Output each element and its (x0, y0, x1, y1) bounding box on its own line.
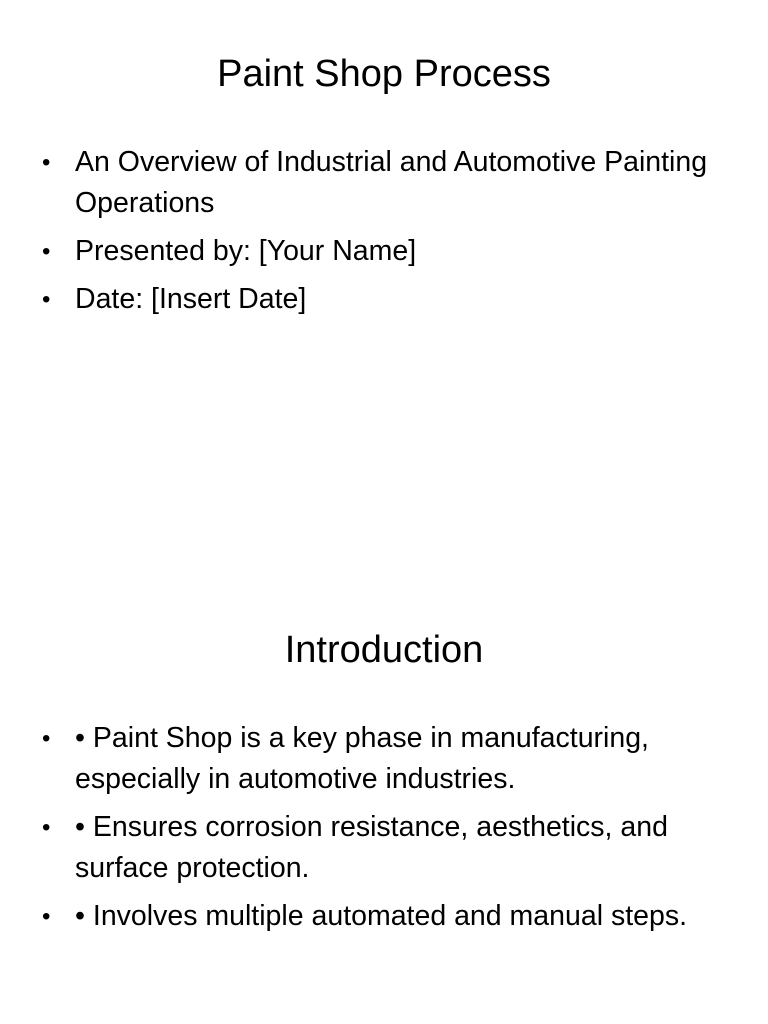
slide-title: Paint Shop Process (217, 53, 551, 95)
bullet-dot-icon: • (42, 286, 51, 313)
bullet-item (40, 142, 730, 224)
bullet-dot-icon: • (42, 149, 51, 176)
bullet-text: Date: [Insert Date] (75, 283, 307, 315)
bullet-item (40, 279, 730, 320)
bullet-item (40, 231, 730, 272)
bullet-dot-icon: • (42, 725, 51, 752)
bullet-text: An Overview of Industrial and Automotive Painting Operations (75, 146, 708, 219)
bullet-item (40, 718, 730, 800)
bullet-item (40, 896, 730, 937)
slide-title: Introduction (284, 629, 484, 671)
bullet-list (40, 718, 730, 944)
slide-introduction (0, 576, 768, 1024)
bullet-dot-icon: • (42, 903, 51, 930)
bullet-dot-icon: • (42, 238, 51, 265)
bullet-dot-icon: • (42, 814, 51, 841)
bullet-item (40, 807, 730, 889)
bullet-text: • Paint Shop is a key phase in manufacturing, especially in automotive industries. (75, 722, 649, 795)
bullet-list (40, 142, 730, 327)
bullet-text: Presented by: [Your Name] (75, 235, 417, 267)
bullet-text: • Ensures corrosion resistance, aesthetics, and surface protection. (75, 811, 668, 884)
bullet-text: • Involves multiple automated and manual steps. (75, 900, 687, 932)
